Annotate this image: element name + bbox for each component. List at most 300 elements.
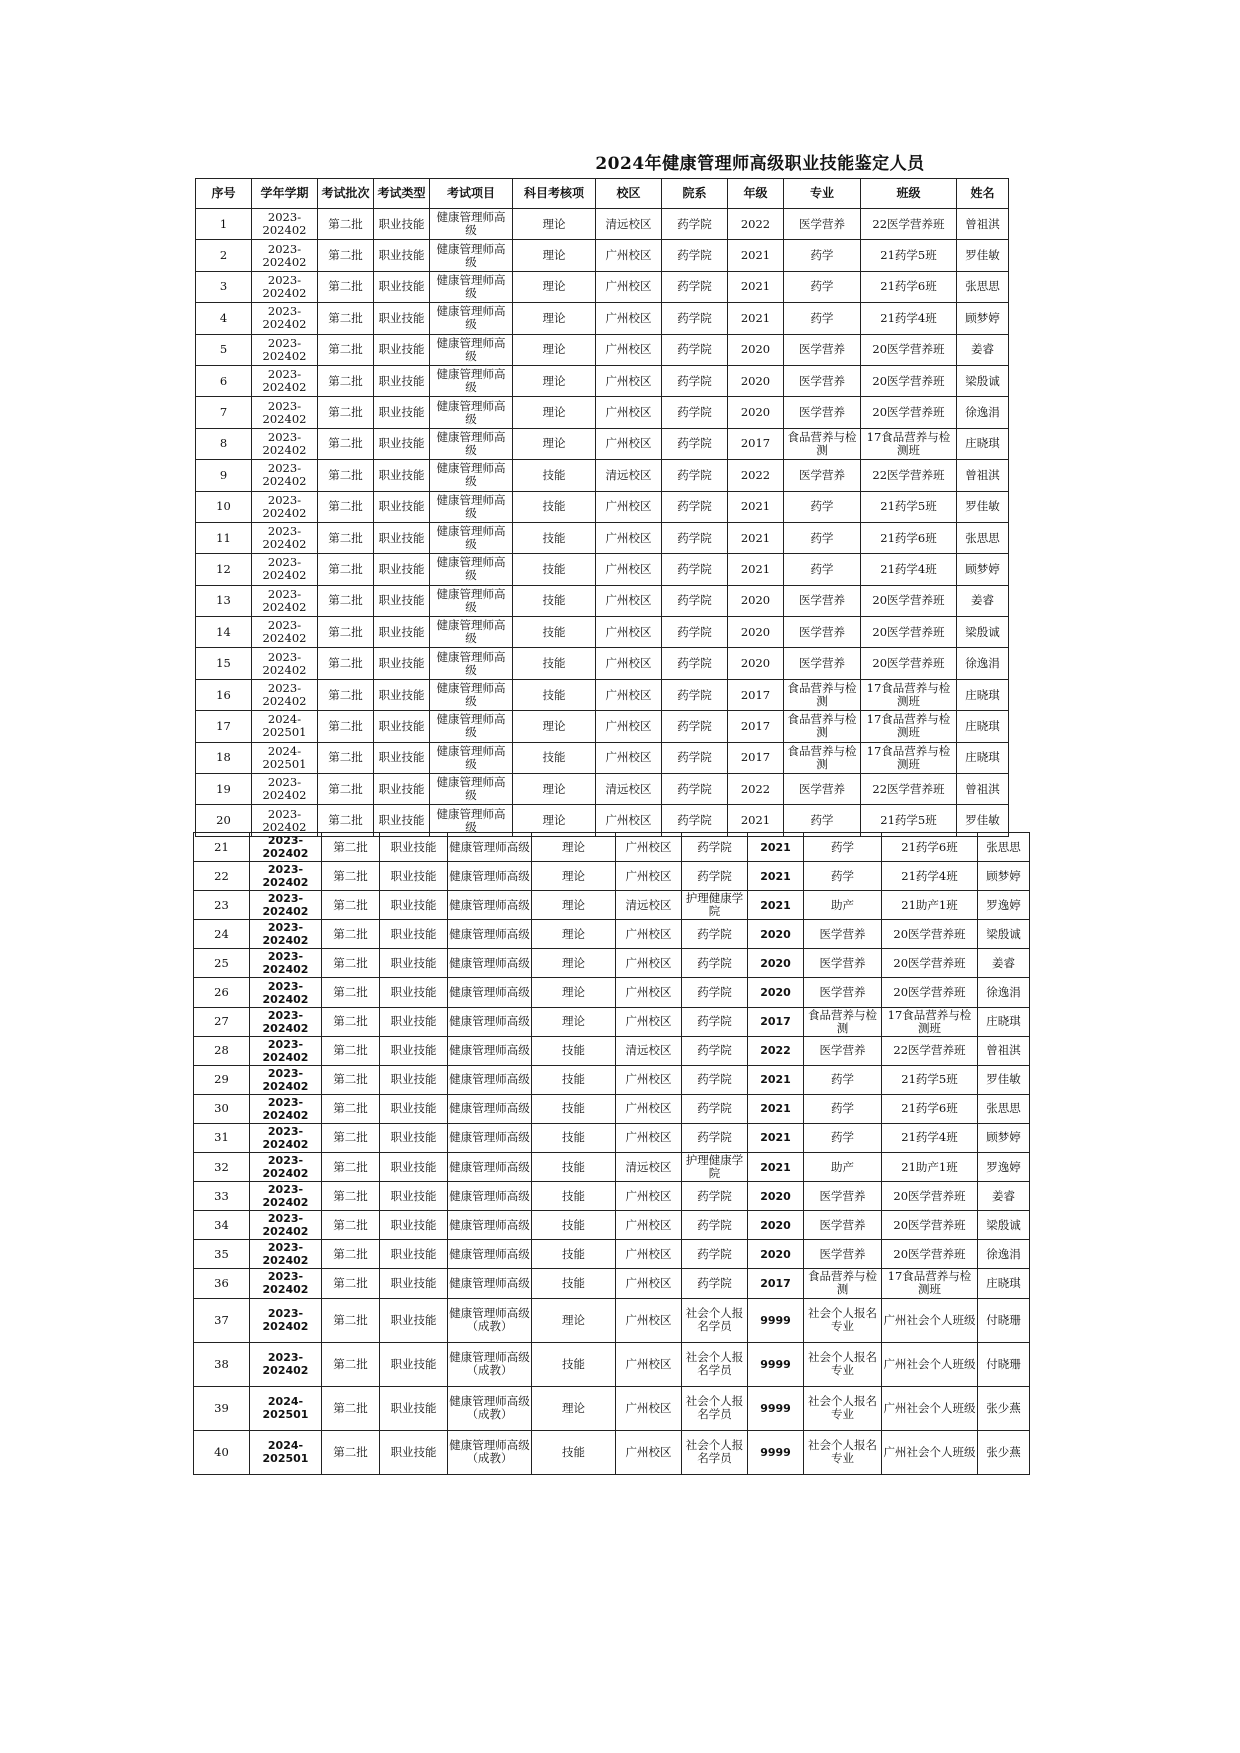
cell-exam-type: 职业技能	[374, 522, 430, 553]
cell-major: 食品营养与检测	[804, 1007, 882, 1036]
cell-term: 2023-202402	[250, 1211, 322, 1240]
cell-exam-type: 职业技能	[374, 648, 430, 679]
cell-department: 药学院	[662, 617, 728, 648]
cell-major: 药学	[784, 522, 861, 553]
cell-class: 21药学6班	[861, 271, 957, 302]
cell-department: 药学院	[682, 1269, 748, 1298]
cell-grade: 2021	[728, 240, 784, 271]
cell-term: 2024-202501	[250, 1430, 322, 1474]
cell-class: 21药学5班	[861, 491, 957, 522]
cell-name: 张思思	[978, 1094, 1030, 1123]
cell-grade: 2020	[728, 397, 784, 428]
cell-exam-item: 健康管理师高级	[430, 303, 513, 334]
cell-seq: 7	[196, 397, 252, 428]
cell-class: 21药学4班	[861, 303, 957, 334]
cell-exam-item: 健康管理师高级	[430, 522, 513, 553]
cell-seq: 37	[194, 1298, 250, 1342]
cell-seq: 19	[196, 774, 252, 805]
cell-major: 医学营养	[784, 648, 861, 679]
cell-class: 20医学营养班	[882, 1240, 978, 1269]
cell-grade: 2020	[728, 617, 784, 648]
cell-seq: 11	[196, 522, 252, 553]
cell-exam-item: 健康管理师高级	[430, 240, 513, 271]
cell-exam-type: 职业技能	[374, 774, 430, 805]
cell-term: 2023-202402	[252, 774, 318, 805]
cell-exam-item: 健康管理师高级（成教）	[448, 1342, 532, 1386]
personnel-table-part-1	[195, 178, 1009, 837]
cell-class: 21药学4班	[861, 554, 957, 585]
table-row	[196, 554, 1009, 585]
cell-exam-item: 健康管理师高级	[430, 334, 513, 365]
cell-term: 2023-202402	[250, 1094, 322, 1123]
cell-grade: 2017	[728, 428, 784, 459]
cell-major: 医学营养	[784, 334, 861, 365]
cell-class: 21药学5班	[861, 240, 957, 271]
cell-exam-type: 职业技能	[374, 617, 430, 648]
cell-major: 医学营养	[804, 978, 882, 1007]
table-row	[196, 334, 1009, 365]
cell-class: 17食品营养与检测班	[882, 1007, 978, 1036]
cell-seq: 30	[194, 1094, 250, 1123]
cell-batch: 第二批	[322, 1386, 380, 1430]
cell-seq: 29	[194, 1065, 250, 1094]
cell-exam-item: 健康管理师高级	[448, 862, 532, 891]
cell-name: 梁殷诚	[957, 617, 1009, 648]
cell-exam-type: 职业技能	[374, 303, 430, 334]
cell-class: 21药学5班	[861, 805, 957, 836]
cell-name: 罗佳敏	[957, 240, 1009, 271]
cell-name: 曾祖淇	[957, 774, 1009, 805]
table-row	[196, 711, 1009, 742]
cell-department: 药学院	[662, 711, 728, 742]
cell-subject: 技能	[513, 648, 596, 679]
cell-batch: 第二批	[318, 334, 374, 365]
cell-term: 2023-202402	[250, 949, 322, 978]
cell-term: 2023-202402	[252, 648, 318, 679]
cell-exam-item: 健康管理师高级	[430, 617, 513, 648]
cell-batch: 第二批	[322, 1240, 380, 1269]
cell-campus: 广州校区	[616, 978, 682, 1007]
cell-grade: 2022	[728, 460, 784, 491]
cell-department: 药学院	[682, 978, 748, 1007]
cell-batch: 第二批	[322, 1298, 380, 1342]
cell-exam-item: 健康管理师高级（成教）	[448, 1430, 532, 1474]
cell-exam-item: 健康管理师高级（成教）	[448, 1386, 532, 1430]
cell-subject: 理论	[513, 271, 596, 302]
cell-term: 2023-202402	[252, 522, 318, 553]
cell-major: 医学营养	[804, 1211, 882, 1240]
cell-class: 20医学营养班	[861, 397, 957, 428]
cell-class: 17食品营养与检测班	[861, 711, 957, 742]
table-row	[196, 303, 1009, 334]
cell-grade: 9999	[748, 1430, 804, 1474]
cell-seq: 27	[194, 1007, 250, 1036]
cell-exam-item: 健康管理师高级	[448, 891, 532, 920]
cell-seq: 21	[194, 833, 250, 862]
cell-subject: 理论	[513, 711, 596, 742]
cell-subject: 技能	[532, 1094, 616, 1123]
cell-exam-type: 职业技能	[374, 554, 430, 585]
cell-class: 21药学6班	[882, 833, 978, 862]
cell-batch: 第二批	[318, 711, 374, 742]
cell-major: 助产	[804, 891, 882, 920]
cell-department: 药学院	[682, 1240, 748, 1269]
cell-exam-type: 职业技能	[380, 1240, 448, 1269]
cell-subject: 理论	[532, 1007, 616, 1036]
cell-subject: 技能	[513, 460, 596, 491]
cell-subject: 技能	[532, 1182, 616, 1211]
cell-term: 2023-202402	[250, 1123, 322, 1152]
cell-term: 2023-202402	[250, 862, 322, 891]
cell-exam-type: 职业技能	[380, 1036, 448, 1065]
cell-batch: 第二批	[322, 949, 380, 978]
cell-grade: 9999	[748, 1298, 804, 1342]
cell-exam-item: 健康管理师高级	[448, 1153, 532, 1182]
cell-grade: 2022	[728, 209, 784, 240]
cell-seq: 4	[196, 303, 252, 334]
cell-campus: 广州校区	[616, 1430, 682, 1474]
cell-exam-item: 健康管理师高级	[430, 648, 513, 679]
cell-grade: 9999	[748, 1342, 804, 1386]
table-row	[194, 1430, 1030, 1474]
cell-name: 付晓珊	[978, 1298, 1030, 1342]
cell-name: 罗佳敏	[978, 1065, 1030, 1094]
cell-name: 梁殷诚	[957, 365, 1009, 396]
cell-department: 社会个人报名学员	[682, 1386, 748, 1430]
cell-major: 食品营养与检测	[784, 711, 861, 742]
cell-term: 2023-202402	[252, 617, 318, 648]
cell-batch: 第二批	[318, 397, 374, 428]
cell-major: 药学	[804, 862, 882, 891]
cell-name: 罗逸婷	[978, 891, 1030, 920]
cell-class: 20医学营养班	[861, 617, 957, 648]
cell-campus: 广州校区	[616, 1007, 682, 1036]
cell-grade: 2020	[748, 920, 804, 949]
cell-grade: 2022	[748, 1036, 804, 1065]
cell-seq: 31	[194, 1123, 250, 1152]
cell-exam-type: 职业技能	[380, 1430, 448, 1474]
header-department: 院系	[662, 179, 728, 209]
cell-name: 姜睿	[978, 949, 1030, 978]
cell-class: 20医学营养班	[861, 334, 957, 365]
cell-exam-type: 职业技能	[380, 920, 448, 949]
table-row	[196, 585, 1009, 616]
cell-grade: 2021	[748, 891, 804, 920]
cell-batch: 第二批	[322, 920, 380, 949]
cell-name: 徐逸涓	[957, 397, 1009, 428]
cell-seq: 14	[196, 617, 252, 648]
table-row	[194, 862, 1030, 891]
cell-exam-type: 职业技能	[374, 334, 430, 365]
cell-subject: 理论	[513, 365, 596, 396]
cell-class: 20医学营养班	[882, 1182, 978, 1211]
cell-subject: 技能	[532, 1269, 616, 1298]
cell-department: 药学院	[662, 240, 728, 271]
table-row	[196, 522, 1009, 553]
cell-name: 徐逸涓	[978, 1240, 1030, 1269]
cell-major: 医学营养	[804, 1036, 882, 1065]
header-campus: 校区	[596, 179, 662, 209]
cell-seq: 32	[194, 1153, 250, 1182]
cell-department: 药学院	[682, 833, 748, 862]
cell-major: 药学	[784, 491, 861, 522]
cell-subject: 技能	[532, 1123, 616, 1152]
cell-batch: 第二批	[322, 1094, 380, 1123]
cell-department: 药学院	[662, 303, 728, 334]
cell-seq: 39	[194, 1386, 250, 1430]
cell-seq: 36	[194, 1269, 250, 1298]
cell-seq: 33	[194, 1182, 250, 1211]
cell-batch: 第二批	[318, 460, 374, 491]
cell-exam-item: 健康管理师高级	[448, 1269, 532, 1298]
cell-exam-type: 职业技能	[380, 1065, 448, 1094]
cell-subject: 理论	[532, 833, 616, 862]
cell-class: 17食品营养与检测班	[861, 428, 957, 459]
cell-batch: 第二批	[318, 742, 374, 773]
cell-term: 2023-202402	[252, 303, 318, 334]
table-row	[196, 397, 1009, 428]
table-row	[196, 491, 1009, 522]
cell-major: 药学	[784, 805, 861, 836]
cell-subject: 技能	[513, 585, 596, 616]
cell-subject: 理论	[532, 1386, 616, 1430]
cell-campus: 清远校区	[616, 1153, 682, 1182]
cell-subject: 理论	[513, 428, 596, 459]
cell-batch: 第二批	[322, 833, 380, 862]
cell-seq: 35	[194, 1240, 250, 1269]
cell-campus: 广州校区	[616, 1342, 682, 1386]
cell-department: 药学院	[682, 1007, 748, 1036]
cell-major: 医学营养	[804, 920, 882, 949]
table-row	[194, 949, 1030, 978]
cell-term: 2023-202402	[252, 334, 318, 365]
table-row	[194, 1153, 1030, 1182]
cell-name: 顾梦婷	[978, 862, 1030, 891]
cell-seq: 12	[196, 554, 252, 585]
cell-exam-item: 健康管理师高级	[448, 1182, 532, 1211]
cell-name: 姜睿	[978, 1182, 1030, 1211]
cell-name: 张思思	[957, 522, 1009, 553]
cell-term: 2023-202402	[252, 554, 318, 585]
cell-batch: 第二批	[322, 978, 380, 1007]
cell-campus: 广州校区	[616, 1094, 682, 1123]
cell-subject: 理论	[532, 949, 616, 978]
cell-batch: 第二批	[318, 303, 374, 334]
cell-batch: 第二批	[318, 428, 374, 459]
cell-subject: 技能	[513, 742, 596, 773]
table-row	[196, 617, 1009, 648]
cell-exam-item: 健康管理师高级	[430, 774, 513, 805]
cell-subject: 技能	[513, 522, 596, 553]
cell-seq: 3	[196, 271, 252, 302]
cell-batch: 第二批	[318, 554, 374, 585]
cell-campus: 广州校区	[596, 240, 662, 271]
cell-seq: 20	[196, 805, 252, 836]
cell-batch: 第二批	[322, 1342, 380, 1386]
cell-seq: 23	[194, 891, 250, 920]
cell-exam-item: 健康管理师高级	[448, 833, 532, 862]
personnel-table-part-2	[193, 832, 1030, 1475]
cell-major: 食品营养与检测	[784, 428, 861, 459]
cell-grade: 2021	[748, 1123, 804, 1152]
table-row	[196, 428, 1009, 459]
cell-exam-type: 职业技能	[374, 428, 430, 459]
cell-grade: 2020	[748, 978, 804, 1007]
cell-subject: 理论	[513, 805, 596, 836]
table-row	[196, 271, 1009, 302]
cell-seq: 40	[194, 1430, 250, 1474]
cell-department: 社会个人报名学员	[682, 1342, 748, 1386]
cell-exam-item: 健康管理师高级	[430, 679, 513, 710]
cell-department: 药学院	[682, 920, 748, 949]
cell-grade: 2020	[748, 1182, 804, 1211]
cell-class: 广州社会个人班级	[882, 1298, 978, 1342]
cell-department: 药学院	[662, 648, 728, 679]
table-row	[196, 648, 1009, 679]
table-row	[196, 365, 1009, 396]
table-row	[194, 891, 1030, 920]
cell-department: 药学院	[662, 679, 728, 710]
cell-term: 2023-202402	[250, 1240, 322, 1269]
cell-term: 2023-202402	[250, 1153, 322, 1182]
cell-subject: 理论	[513, 774, 596, 805]
cell-major: 医学营养	[784, 774, 861, 805]
cell-exam-type: 职业技能	[374, 271, 430, 302]
cell-grade: 2020	[748, 949, 804, 978]
cell-batch: 第二批	[318, 617, 374, 648]
cell-department: 药学院	[682, 1065, 748, 1094]
cell-campus: 广州校区	[616, 1240, 682, 1269]
cell-major: 医学营养	[784, 397, 861, 428]
cell-exam-type: 职业技能	[374, 679, 430, 710]
cell-name: 庄晓琪	[957, 679, 1009, 710]
cell-grade: 2020	[748, 1211, 804, 1240]
cell-class: 21药学4班	[882, 862, 978, 891]
cell-class: 17食品营养与检测班	[861, 679, 957, 710]
cell-class: 17食品营养与检测班	[861, 742, 957, 773]
cell-department: 药学院	[662, 585, 728, 616]
cell-department: 药学院	[682, 1036, 748, 1065]
cell-term: 2023-202402	[252, 428, 318, 459]
cell-exam-type: 职业技能	[380, 1123, 448, 1152]
cell-campus: 广州校区	[596, 679, 662, 710]
cell-department: 药学院	[662, 397, 728, 428]
cell-name: 顾梦婷	[957, 303, 1009, 334]
cell-term: 2023-202402	[250, 1007, 322, 1036]
cell-term: 2023-202402	[252, 240, 318, 271]
cell-exam-item: 健康管理师高级	[448, 949, 532, 978]
cell-exam-item: 健康管理师高级	[448, 1036, 532, 1065]
header-term: 学年学期	[252, 179, 318, 209]
cell-subject: 理论	[513, 334, 596, 365]
cell-term: 2024-202501	[252, 742, 318, 773]
cell-campus: 广州校区	[596, 805, 662, 836]
cell-exam-type: 职业技能	[380, 1342, 448, 1386]
table-row	[194, 1007, 1030, 1036]
cell-class: 21药学5班	[882, 1065, 978, 1094]
cell-class: 广州社会个人班级	[882, 1342, 978, 1386]
cell-name: 徐逸涓	[978, 978, 1030, 1007]
cell-major: 医学营养	[784, 365, 861, 396]
cell-batch: 第二批	[322, 1036, 380, 1065]
cell-exam-item: 健康管理师高级	[448, 1007, 532, 1036]
cell-campus: 广州校区	[596, 428, 662, 459]
cell-seq: 10	[196, 491, 252, 522]
cell-subject: 理论	[513, 397, 596, 428]
cell-campus: 广州校区	[616, 1298, 682, 1342]
cell-exam-item: 健康管理师高级	[448, 1240, 532, 1269]
cell-campus: 广州校区	[596, 522, 662, 553]
cell-major: 助产	[804, 1153, 882, 1182]
table-row	[194, 1298, 1030, 1342]
cell-subject: 理论	[532, 862, 616, 891]
cell-exam-item: 健康管理师高级	[448, 1065, 532, 1094]
cell-major: 药学	[804, 1123, 882, 1152]
cell-name: 姜睿	[957, 334, 1009, 365]
cell-batch: 第二批	[318, 240, 374, 271]
cell-department: 药学院	[662, 805, 728, 836]
cell-class: 22医学营养班	[861, 774, 957, 805]
cell-class: 22医学营养班	[861, 209, 957, 240]
cell-batch: 第二批	[318, 585, 374, 616]
cell-seq: 13	[196, 585, 252, 616]
cell-subject: 理论	[513, 303, 596, 334]
cell-batch: 第二批	[322, 1065, 380, 1094]
cell-major: 社会个人报名专业	[804, 1342, 882, 1386]
table-row	[194, 1240, 1030, 1269]
cell-term: 2023-202402	[252, 491, 318, 522]
cell-exam-type: 职业技能	[374, 397, 430, 428]
header-major: 专业	[784, 179, 861, 209]
cell-grade: 2021	[728, 271, 784, 302]
cell-grade: 2017	[748, 1269, 804, 1298]
cell-grade: 2021	[728, 554, 784, 585]
cell-term: 2023-202402	[250, 1298, 322, 1342]
cell-batch: 第二批	[322, 1430, 380, 1474]
page-title: 2024年健康管理师高级职业技能鉴定人员	[595, 154, 925, 174]
cell-department: 药学院	[662, 742, 728, 773]
cell-department: 药学院	[682, 1094, 748, 1123]
cell-batch: 第二批	[322, 891, 380, 920]
cell-campus: 广州校区	[596, 585, 662, 616]
cell-name: 张思思	[978, 833, 1030, 862]
header-class: 班级	[861, 179, 957, 209]
cell-grade: 2020	[728, 585, 784, 616]
table-header-row	[196, 179, 1009, 209]
cell-exam-item: 健康管理师高级	[448, 920, 532, 949]
cell-campus: 清远校区	[596, 460, 662, 491]
cell-class: 21药学6班	[861, 522, 957, 553]
cell-class: 21药学4班	[882, 1123, 978, 1152]
cell-grade: 2017	[728, 711, 784, 742]
cell-seq: 15	[196, 648, 252, 679]
cell-exam-item: 健康管理师高级	[430, 805, 513, 836]
cell-department: 护理健康学院	[682, 891, 748, 920]
table-row	[194, 978, 1030, 1007]
cell-major: 药学	[784, 271, 861, 302]
cell-term: 2023-202402	[252, 271, 318, 302]
cell-exam-type: 职业技能	[380, 1386, 448, 1430]
cell-subject: 理论	[532, 978, 616, 1007]
cell-campus: 广州校区	[596, 491, 662, 522]
cell-campus: 广州校区	[596, 711, 662, 742]
cell-exam-type: 职业技能	[380, 891, 448, 920]
cell-campus: 广州校区	[596, 617, 662, 648]
cell-term: 2023-202402	[250, 833, 322, 862]
cell-seq: 16	[196, 679, 252, 710]
cell-exam-type: 职业技能	[380, 1298, 448, 1342]
cell-exam-type: 职业技能	[380, 949, 448, 978]
